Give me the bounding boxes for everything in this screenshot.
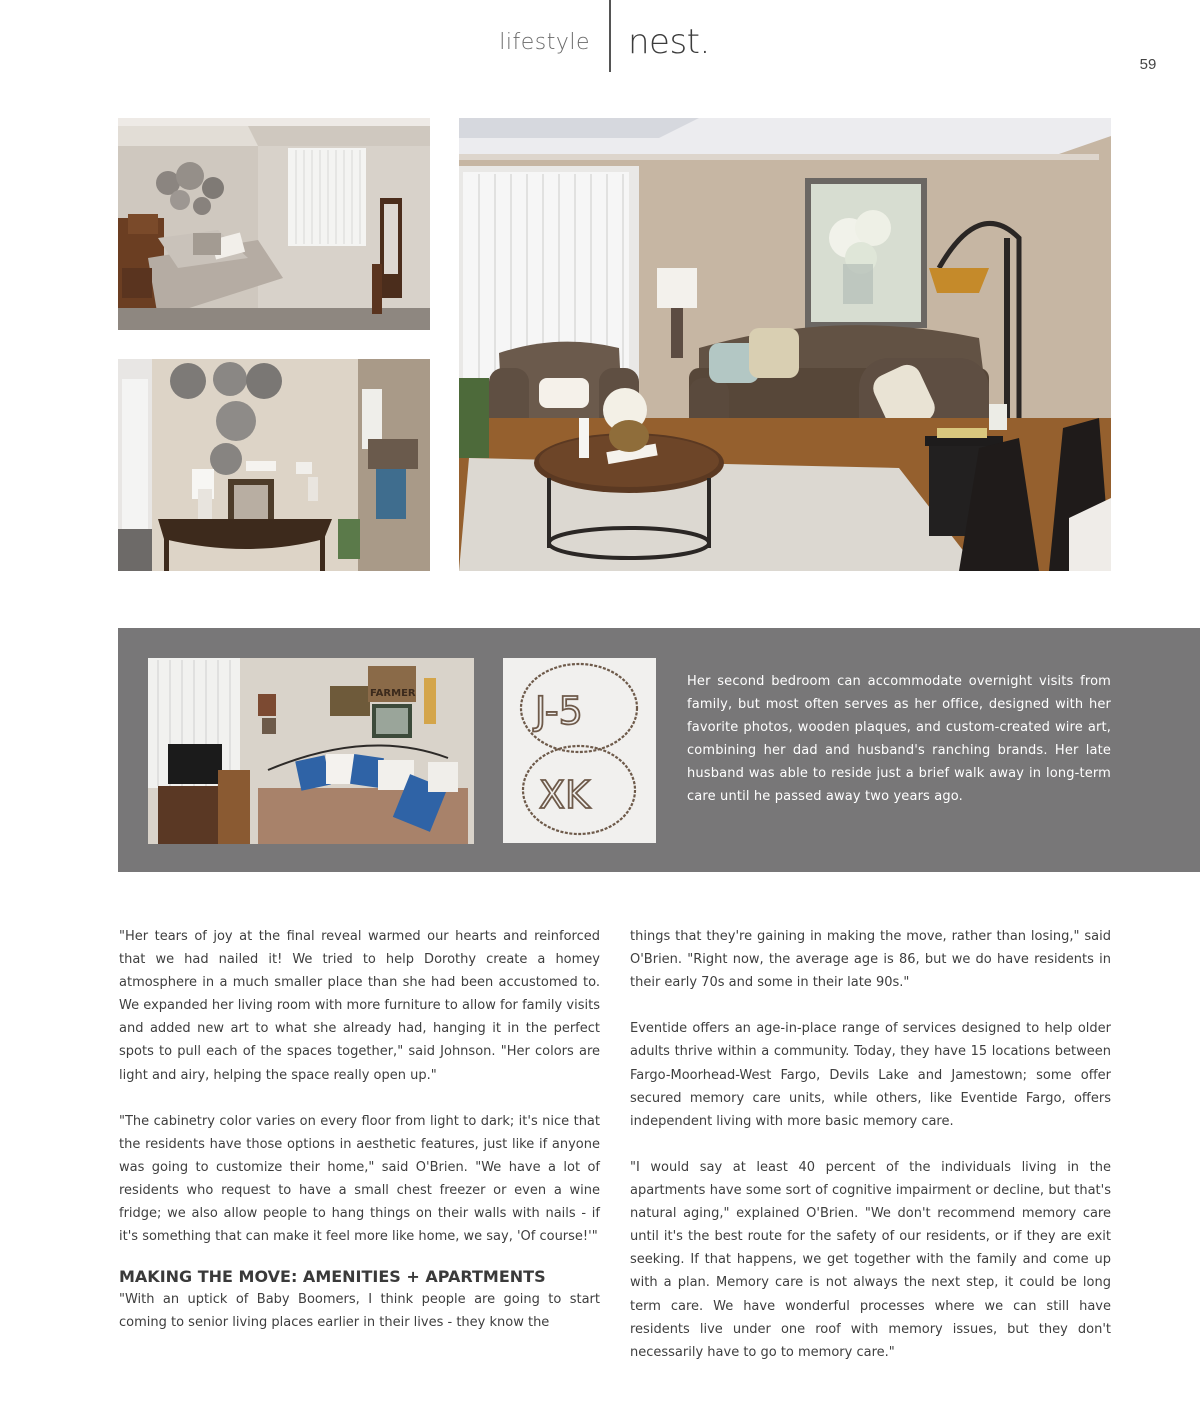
living-room-photo — [459, 118, 1111, 571]
article-paragraph: "With an uptick of Baby Boomers, I think people are going to start coming to senior living places earlier in their lives - they know the — [119, 1292, 600, 1331]
bedroom-photo — [118, 118, 430, 330]
article-paragraph: Eventide offers an age-in-place range of services designed to help older adults thrive within a community. Today, they have 15 locations between Fargo-Moorhead-West Fargo, Devils Lake and Jamestown; some offer secured memory care units, while others, like Eventide Fargo, offers independent living with more basic memory care. — [630, 1021, 1111, 1129]
entry-table-photo — [118, 359, 430, 571]
article-paragraph: "The cabinetry color varies on every floor from light to dark; it's nice that the residents have those options in aesthetic features, just like if anyone was going to customize their home," said O'Brien. "We have a lot of residents who request to have a small chest freezer or even a wine fridge; we also allow people to hang things on their walls with nails - if it's something that can make it feel more like home, we say, 'Of course!'" — [119, 1113, 600, 1245]
brand-logo: nest. — [628, 22, 710, 62]
header-divider — [609, 0, 611, 72]
section-heading: MAKING THE MOVE: AMENITIES + APARTMENTS — [119, 1267, 546, 1287]
article-column-left — [119, 925, 600, 1335]
article-column-right — [630, 925, 1111, 1364]
section-label: lifestyle — [499, 30, 590, 55]
wire-art-photo — [503, 658, 656, 843]
article-paragraph: "Her tears of joy at the final reveal warmed our hearts and reinforced that we had nailed it! We tried to help Dorothy create a homey atmosphere in a much smaller place than she had been accustomed to. We expanded her living room with more furniture to allow for family visits and added new art to what she already had, hanging it in the perfect spots to pull each of the spaces together," said Johnson. "Her colors are light and airy, helping the space really open up." — [119, 929, 600, 1083]
second-bedroom-photo — [148, 658, 474, 844]
farmer-sign: FARMER — [370, 688, 416, 699]
wire-brand-top: J-5 — [535, 689, 583, 733]
page-number: 59 — [1139, 56, 1157, 73]
article-paragraph: things that they're gaining in making the move, rather than losing," said O'Brien. "Right now, the average age is 86, but we do have residents in their early 70s and some in their late 90s." — [630, 929, 1111, 991]
photo-caption: Her second bedroom can accommodate overnight visits from family, but most often serves as her office, designed with her favorite photos, wooden plaques, and custom-created wire art, combining her dad and husband's ranching brands. Her late husband was able to reside just a brief walk away in long-term care until he passed away two years ago. — [687, 674, 1111, 804]
wire-brand-bottom: XK — [539, 773, 590, 817]
article-paragraph: "I would say at least 40 percent of the individuals living in the apartments have some sort of cognitive impairment or decline, but that's natural aging," explained O'Brien. "We don't recommend memory care until it's the best route for the safety of our residents, or if they are exit seeking. If that happens, we get together with the family and come up with a plan. Memory care is not always the next step, it could be long term care. We have wonderful processes where we can still have residents live under one roof with memory issues, but they don't necessarily have to go to memory care." — [630, 1159, 1111, 1360]
